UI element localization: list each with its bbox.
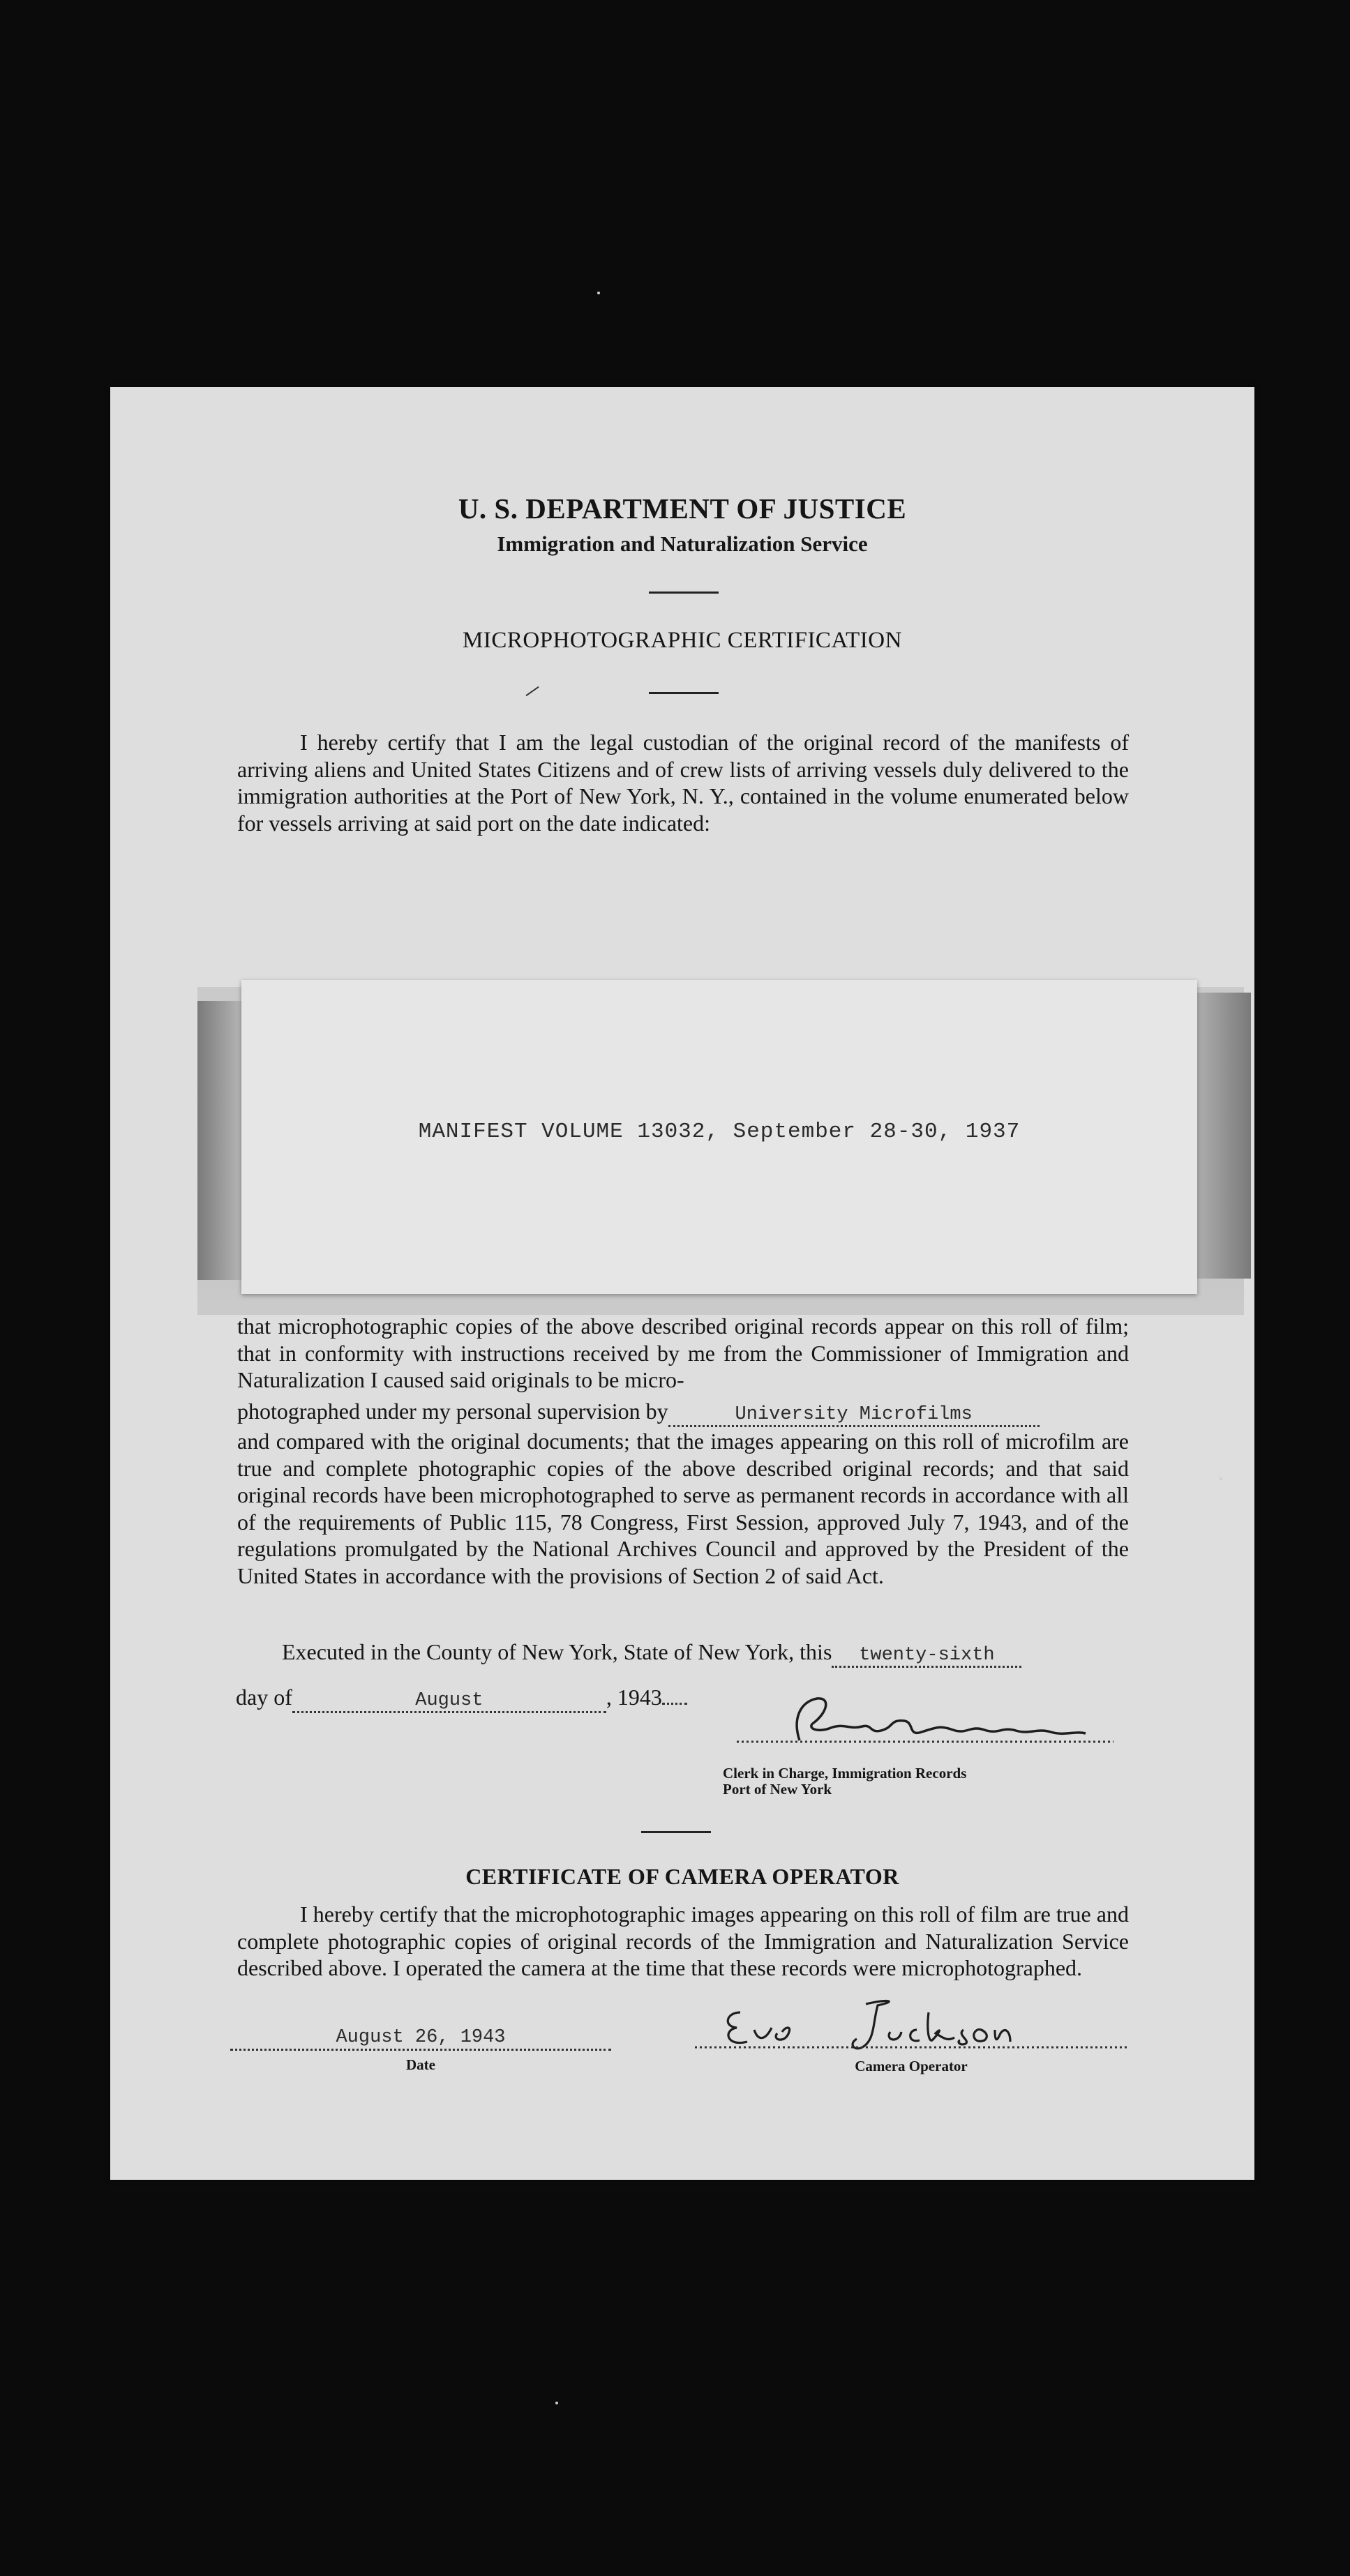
divider-rule xyxy=(649,592,719,594)
strip-shadow-right xyxy=(1195,993,1251,1279)
year-text: , 1943 xyxy=(606,1685,662,1710)
executed-line xyxy=(282,1639,1021,1668)
film-speck xyxy=(597,292,600,294)
service-subtitle: Immigration and Naturalization Service xyxy=(497,532,868,556)
day-of-label: day of xyxy=(236,1685,292,1710)
camera-operator-signature xyxy=(695,1991,1127,2054)
film-speck xyxy=(555,2402,558,2404)
camera-certificate-text: I hereby certify that the microphotographic images appearing on this roll of film are true and complete photographic copies of original records of the Immigration and Naturalization Service described above. I operated the camera at the time that these records were microphotographed. xyxy=(237,1901,1129,1981)
supervision-prefix: photographed under my personal supervision by xyxy=(237,1399,668,1424)
clerk-title-line1: Clerk in Charge, Immigration Records xyxy=(723,1765,967,1782)
department-title: U. S. DEPARTMENT OF JUSTICE xyxy=(458,492,907,525)
strip-shadow-left xyxy=(197,1001,246,1280)
certification-intro: I hereby certify that I am the legal custodian of the original record of the manifests of arriving aliens and United States Citizens and of crew lists of arriving vessels duly delivered to the immigration authorities at the Port of New York, N. Y., contained in the volume enumerated below for vessels arriving at said port on the date indicated: xyxy=(237,730,1129,836)
clerk-title-line2: Port of New York xyxy=(723,1781,832,1798)
divider-rule xyxy=(649,692,719,694)
executed-day: twenty-sixth xyxy=(832,1645,1021,1668)
supervision-line xyxy=(237,1399,1040,1427)
certificate-page xyxy=(110,387,1254,2180)
camera-date: August 26, 1943 xyxy=(336,2027,506,2048)
manifest-volume-text: MANIFEST VOLUME 13032, September 28-30, 1937 xyxy=(418,1120,1021,1144)
day-of-line xyxy=(236,1685,687,1713)
camera-operator-label: Camera Operator xyxy=(855,2058,968,2074)
month-field: August xyxy=(292,1690,606,1713)
clerk-signature xyxy=(695,1692,1127,1754)
divider-rule xyxy=(641,1831,711,1833)
pen-mark xyxy=(525,686,539,696)
supervisor-name: University Microfilms xyxy=(668,1404,1040,1427)
camera-date-field xyxy=(230,2024,611,2051)
certification-body-part1: that microphotographic copies of the above described original records appear on this roll of film; that in conformity with instructions received by me from the Commissioner of Immigration and Naturalization I caused said originals to be micro- xyxy=(237,1313,1129,1393)
camera-certificate-title: CERTIFICATE OF CAMERA OPERATOR xyxy=(465,1864,899,1889)
date-label: Date xyxy=(406,2056,435,2073)
certification-title: MICROPHOTOGRAPHIC CERTIFICATION xyxy=(463,628,902,653)
volume-strip xyxy=(241,980,1197,1294)
film-speck xyxy=(1220,1477,1222,1480)
year-dots xyxy=(662,1703,687,1705)
certification-body-part2: and compared with the original documents; that the images appearing on this roll of microfilm are true and complete photographic copies of the above described original records; and that said original records have been microphotographed to serve as permanent records in accordance with all of the requirements of Public 115, 78 Congress, First Session, approved July 7, 1943, and of the regulations promulgated by the National Archives Council and approved by the President of the United States in accordance with the provisions of Section 2 of said Act. xyxy=(237,1429,1129,1588)
executed-prefix: Executed in the County of New York, State of New York, this xyxy=(282,1639,832,1664)
